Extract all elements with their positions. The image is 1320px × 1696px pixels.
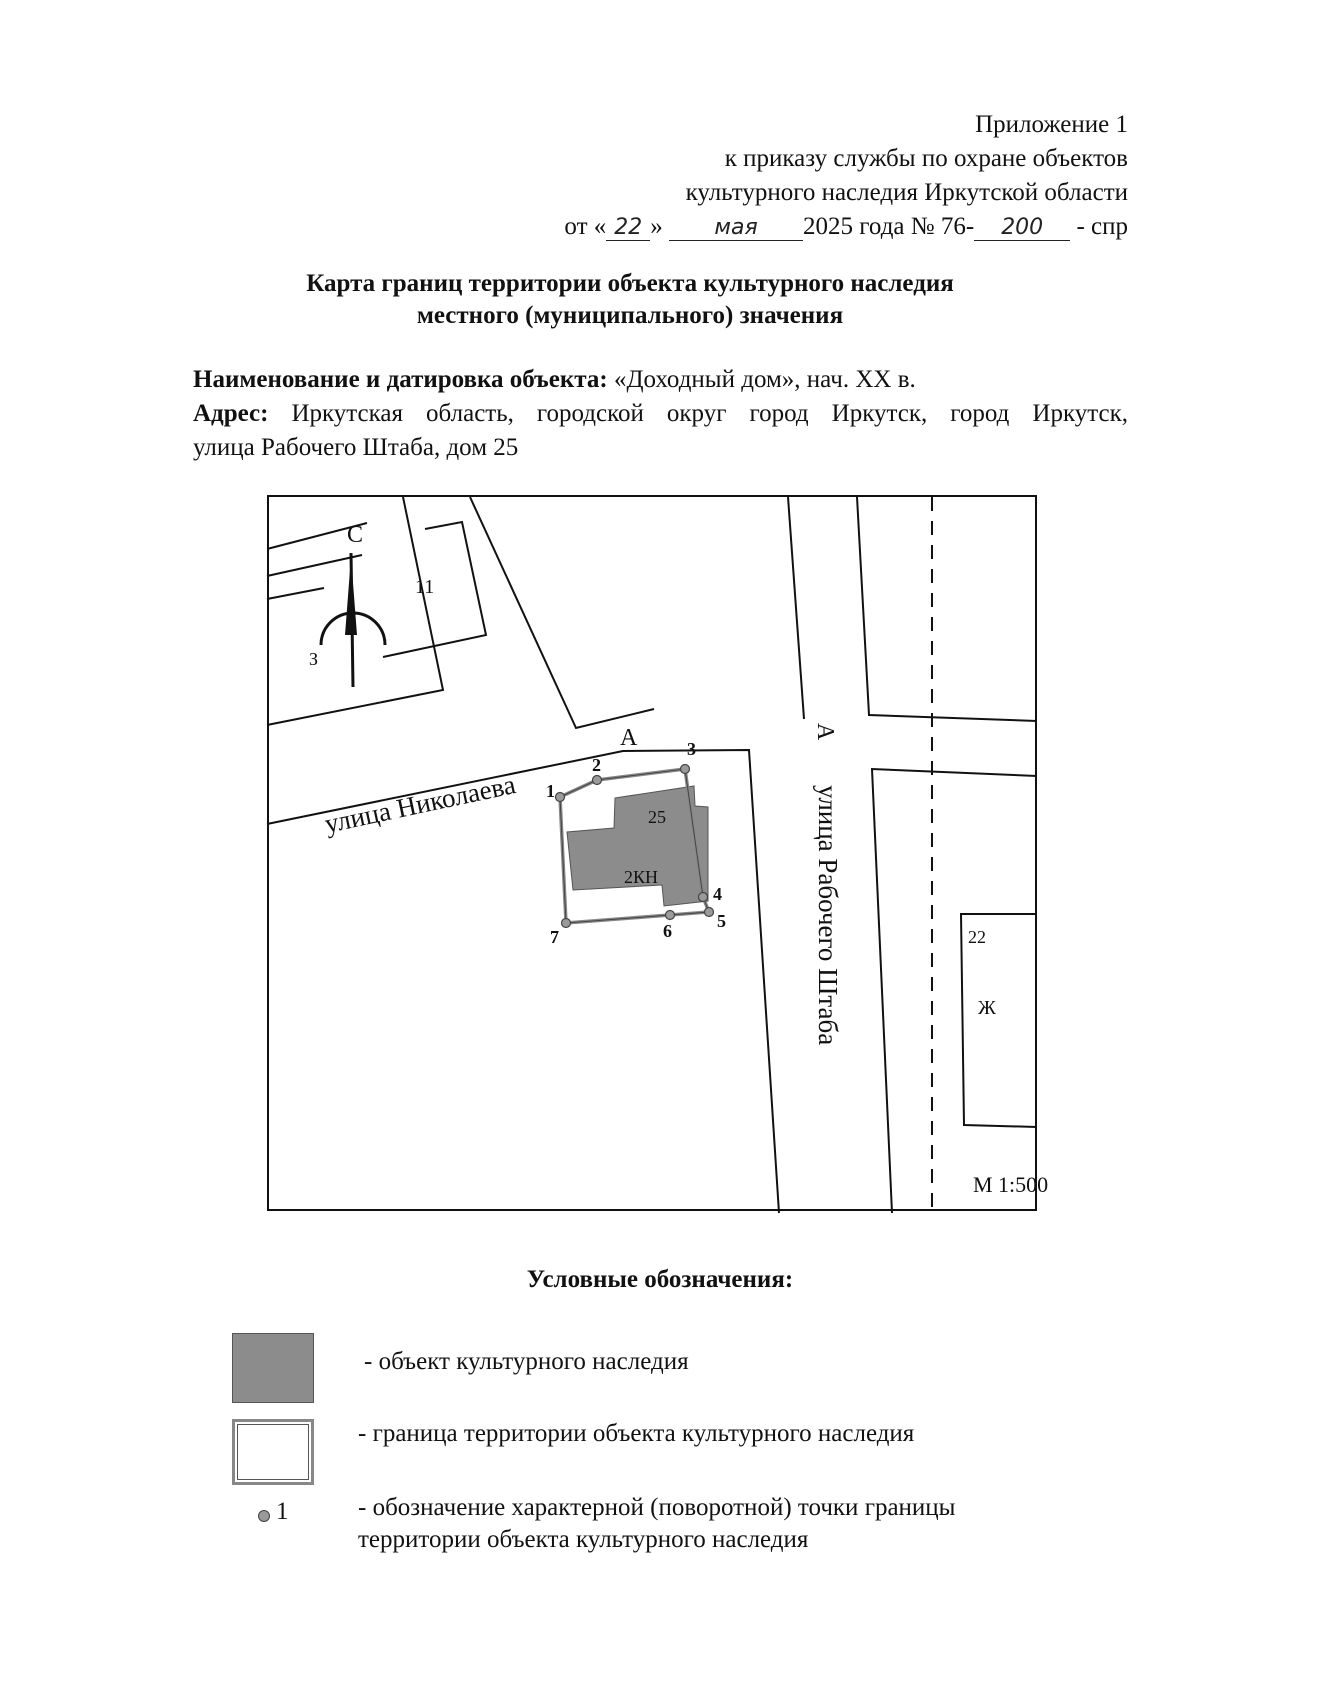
boundary-point-1 [556, 793, 565, 802]
title-line-1: Карта границ территории объекта культурного наследия [306, 270, 954, 297]
legend-heritage-swatch [232, 1333, 314, 1403]
date-mid: » [650, 213, 663, 240]
object-name-line [193, 363, 1128, 397]
north-label: С [347, 522, 364, 548]
boundary-point-2 [593, 776, 602, 785]
legend-boundary-text: - граница территории объекта культурного наследия [358, 1420, 915, 1447]
boundary-point-label-1: 1 [546, 781, 555, 801]
address-line-1 [193, 397, 1128, 431]
boundary-point-label-5: 5 [717, 911, 726, 931]
legend-point-line-1: - обозначение характерной (поворотной) точки границы [358, 1494, 956, 1521]
boundary-point-label-2: 2 [592, 755, 601, 775]
boundary-point-label-7: 7 [550, 927, 559, 947]
year-text: 2025 года № 76- [803, 213, 975, 240]
street-label-rabochego-shtaba: улица Рабочего Штаба [813, 785, 843, 1046]
block-22-number: 22 [968, 927, 986, 947]
street-label-a-2: А [812, 723, 838, 741]
map-scale: М 1:500 [973, 1172, 1049, 1197]
object-info [193, 363, 1128, 465]
house-number-label: 25 [648, 807, 666, 827]
boundary-point-label-6: 6 [663, 921, 672, 941]
appendix-line-3: культурного наследия Иркутской области [685, 179, 1128, 206]
date-prefix: от « [564, 213, 607, 240]
block-22-type: Ж [978, 997, 996, 1019]
legend-title: Условные обозначения: [526, 1266, 794, 1293]
object-name-value: «Доходный дом», нач. XX в. [607, 366, 916, 393]
boundary-point-4 [699, 893, 708, 902]
object-name-label: Наименование и датировка объекта: [193, 366, 608, 393]
west-label: З [309, 649, 319, 669]
boundary-point-label-4: 4 [713, 884, 722, 904]
building-code-label: 2КН [624, 867, 659, 887]
street-label-a-1: А [620, 725, 638, 751]
handwritten-month: мая [669, 216, 803, 241]
boundary-point-6 [666, 911, 675, 920]
document-title [190, 268, 1070, 332]
boundary-point-7 [562, 919, 571, 928]
boundary-point-5 [705, 908, 714, 917]
handwritten-day: 22 [606, 216, 650, 241]
appendix-date-line [564, 210, 1128, 244]
legend-boundary-swatch [232, 1419, 314, 1485]
address-line-2: улица Рабочего Штаба, дом 25 [193, 434, 519, 461]
boundary-point-label-3: 3 [687, 739, 696, 759]
legend-point-sample-label: 1 [276, 1498, 289, 1525]
appendix-line-2: к приказу службы по охране объектов [724, 145, 1128, 172]
street-label-nikolaeva: улица Николаева [322, 769, 519, 839]
order-suffix: - спр [1070, 213, 1128, 240]
appendix-header [564, 108, 1128, 244]
handwritten-number: 200 [974, 216, 1070, 241]
map-svg [267, 495, 1049, 1211]
address-label: Адрес: [193, 400, 269, 427]
legend-heritage-text: - объект культурного наследия [364, 1348, 689, 1375]
address-value-1: Иркутская область, городской округ город Иркутск, город Иркутск, [268, 400, 1128, 427]
boundary-map [267, 495, 1049, 1211]
legend-point-icon [258, 1510, 270, 1522]
legend-point-text [358, 1492, 955, 1556]
title-line-2: местного (муниципального) значения [416, 302, 844, 329]
legend-point-line-2: территории объекта культурного наследия [358, 1526, 809, 1553]
appendix-line-1: Приложение 1 [975, 111, 1128, 138]
boundary-point-3 [681, 765, 690, 774]
block-11-label: 11 [415, 576, 435, 598]
